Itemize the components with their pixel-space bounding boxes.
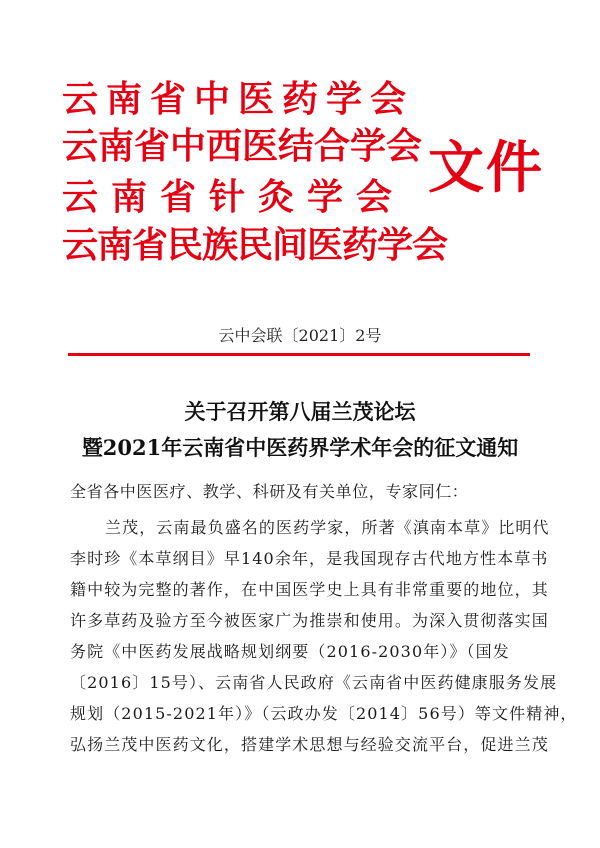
body-text-line: 籍中较为完整的著作，在中国医学史上具有非常重要的地位，其 (70, 580, 549, 599)
org-name-tcm-society: 云南省中医药学会 (62, 79, 415, 120)
org-name-integrated-medicine-society: 云南省中西医结合学会 (62, 126, 423, 167)
notice-title-line-2: 暨2021年云南省中医药界学术年会的征文通知 (81, 435, 519, 460)
body-text-line: 弘扬兰茂中医药文化，搭建学术思想与经验交流平台，促进兰茂 (70, 735, 549, 754)
body-text-line: 规划（2015-2021年）》（云政办发〔2014〕56号）等文件精神， (70, 704, 578, 723)
org-name-acupuncture-society: 云南省针灸学会 (62, 177, 406, 218)
salutation: 全省各中医医疗、教学、科研及有关单位，专家同仁： (70, 482, 469, 501)
body-text-line: 务院《中医药发展战略规划纲要（2016-2030年）》（国发 (70, 642, 510, 661)
body-text-line: 兰茂，云南最负盛名的医药学家，所著《滇南本草》比明代 (105, 518, 550, 537)
body-text-line: 〔2016〕15号）、云南省人民政府《云南省中医药健康服务发展 (70, 673, 558, 692)
body-text-line: 许多草药及验方至今被医家广为推崇和使用。为深入贯彻落实国 (70, 611, 549, 630)
document-number: 云中会联〔2021〕2号 (218, 326, 382, 345)
body-text-line: 李时珍《本草纲目》早140余年，是我国现存古代地方性本草书 (70, 549, 549, 568)
org-name-ethnic-medicine-society: 云南省民族民间医药学会 (62, 225, 448, 266)
document-type-label: 文件 (428, 136, 544, 201)
notice-title-line-1: 关于召开第八届兰茂论坛 (184, 399, 416, 424)
red-divider-line (68, 353, 530, 356)
